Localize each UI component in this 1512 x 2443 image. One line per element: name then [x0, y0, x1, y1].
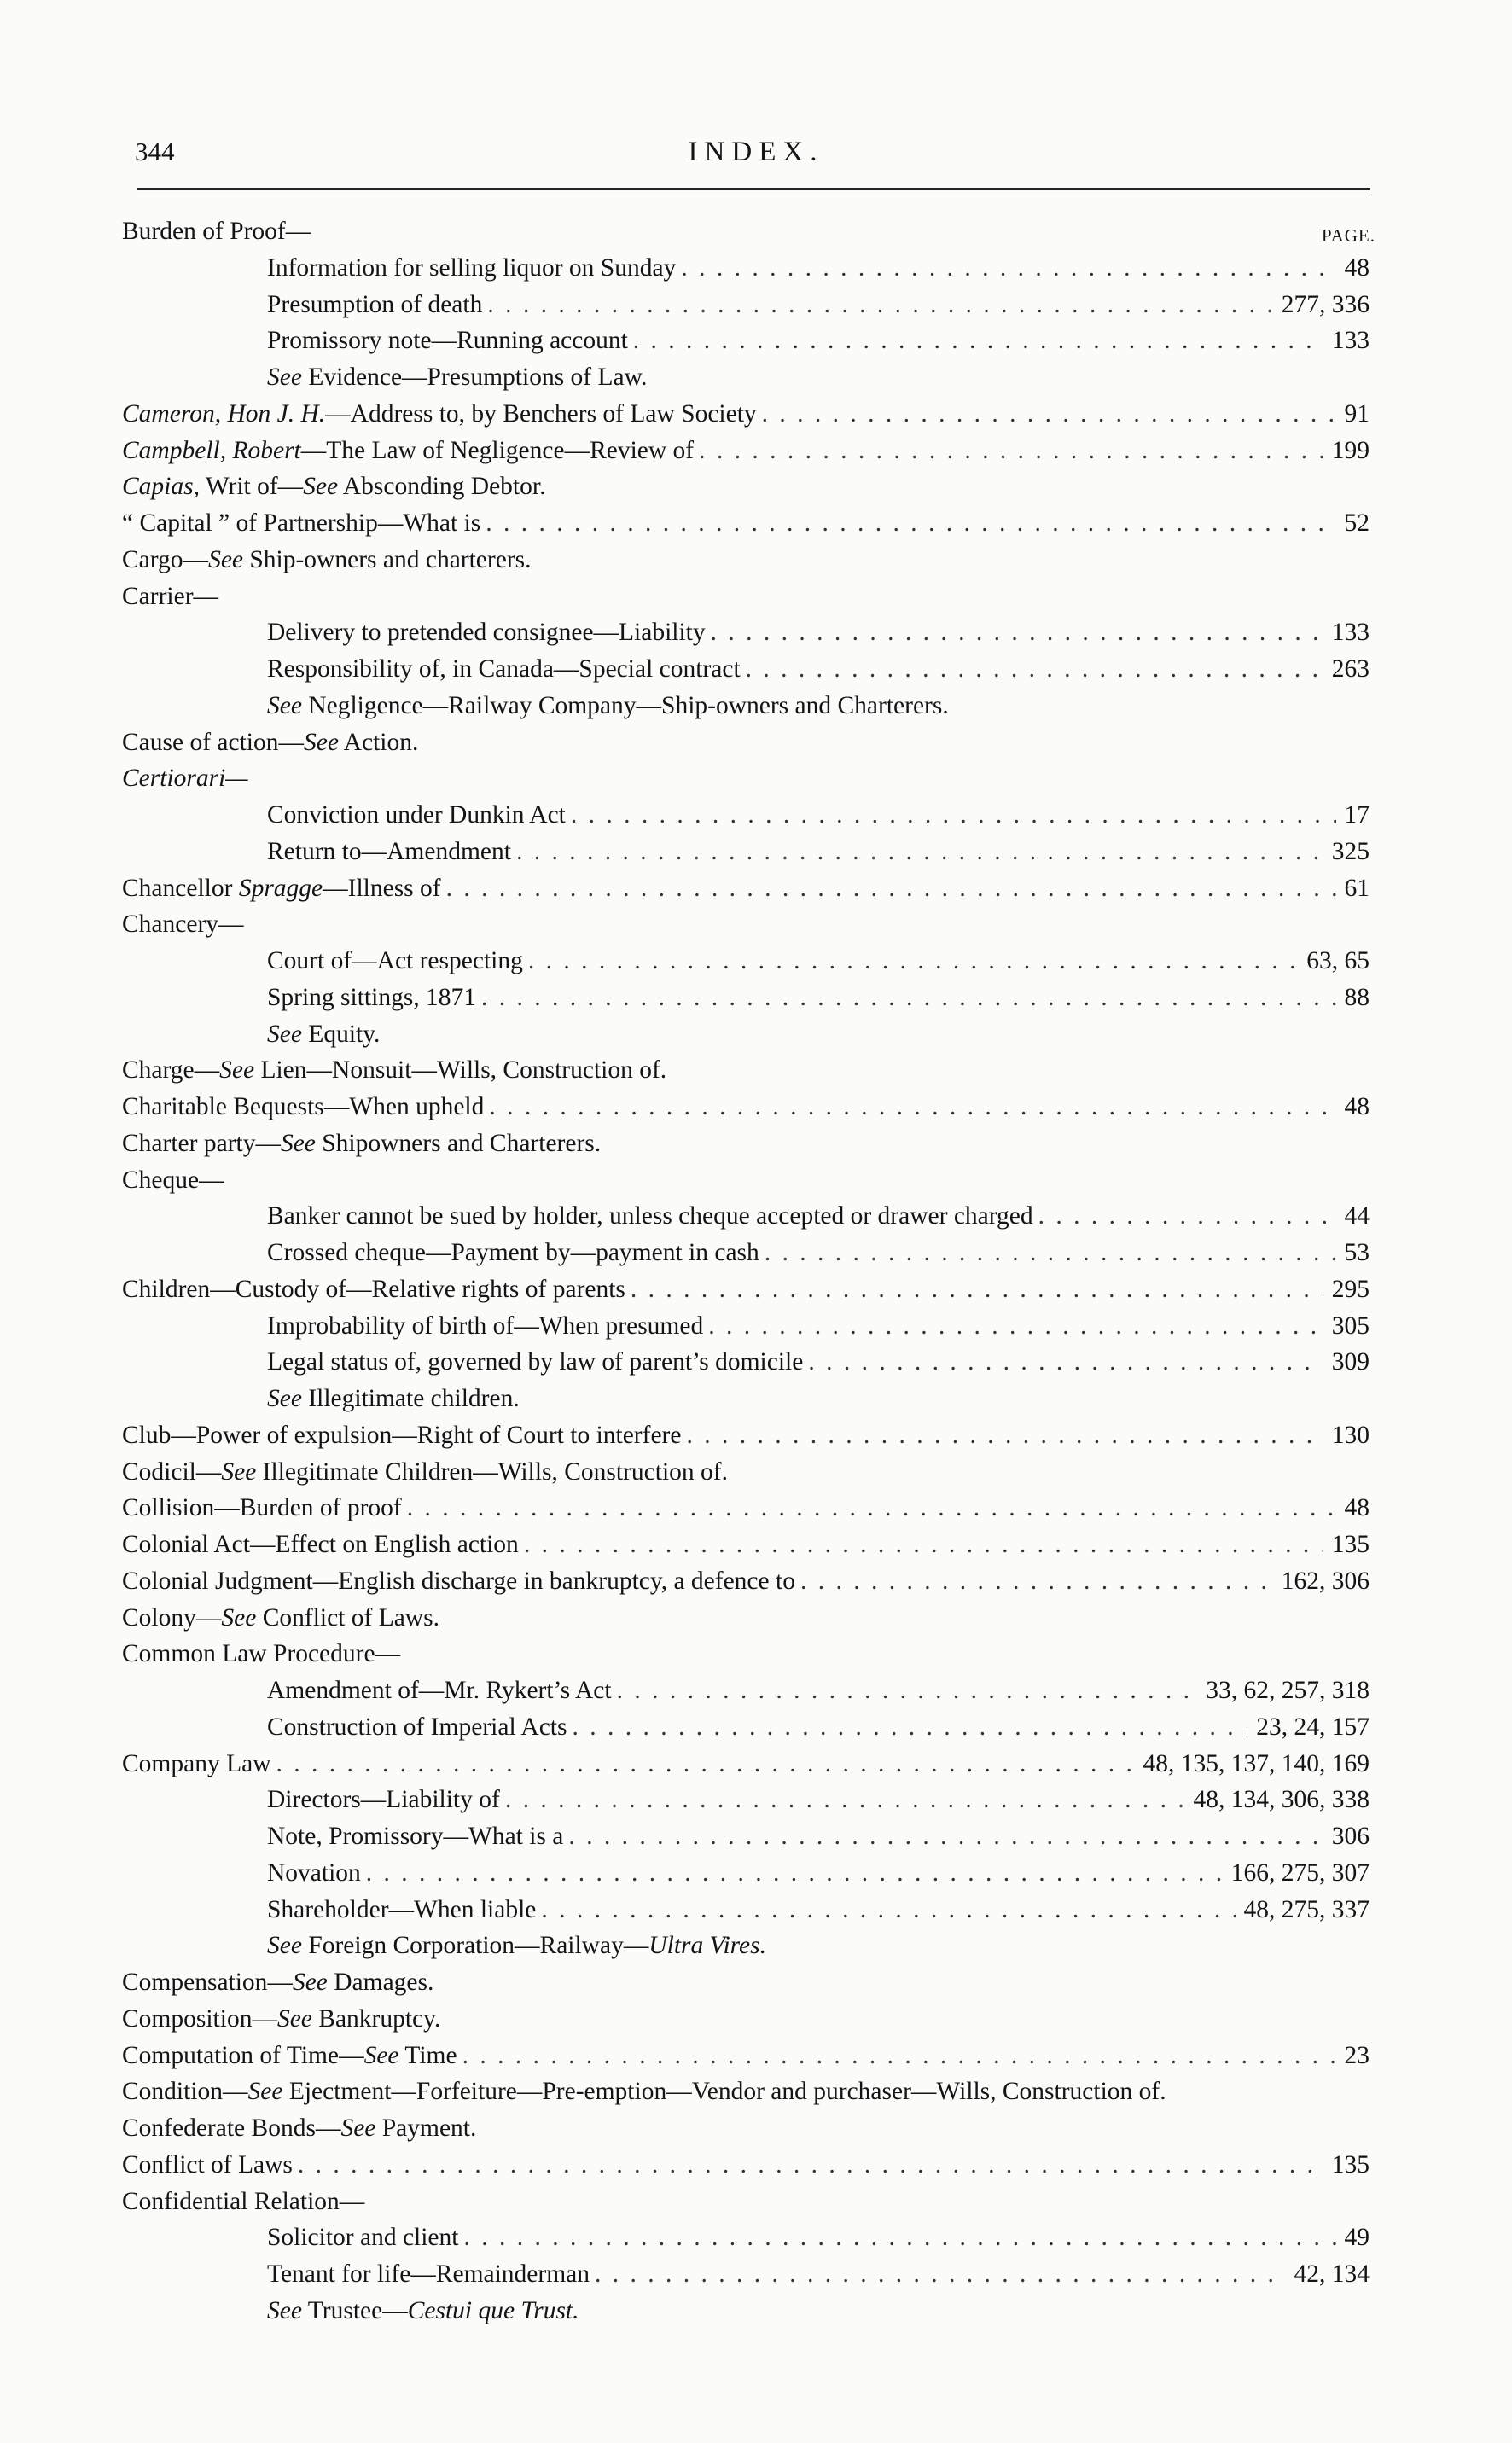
- index-subentry: [122, 323, 1370, 359]
- index-subentry: [122, 1235, 1370, 1271]
- index-subentry: [122, 797, 1370, 834]
- page-reference: 48: [1344, 1494, 1370, 1522]
- entry-text-segment: Court of—Act respecting: [267, 947, 523, 974]
- index-subentry: [122, 1198, 1370, 1235]
- index-subentry: [122, 980, 1370, 1016]
- entry-text-segment: Bankruptcy.: [311, 2004, 441, 2033]
- index-subentry: [122, 2219, 1370, 2256]
- leader-dots: [366, 1855, 1223, 1892]
- index-entry: [122, 1746, 1370, 1783]
- index-entry: [122, 433, 1370, 469]
- index-subentry: [122, 359, 1370, 396]
- index-entry: [122, 2038, 1370, 2074]
- entry-text-segment: Improbability of birth of—When presumed: [267, 1312, 704, 1340]
- index-subentry: [122, 1855, 1370, 1892]
- page-reference: 23: [1344, 2041, 1370, 2069]
- index-entry: [122, 1052, 1370, 1089]
- entry-text: [122, 1162, 224, 1199]
- entry-text-segment: Condition—: [122, 2078, 248, 2106]
- entry-text-segment: Novation: [267, 1858, 361, 1887]
- entry-text: [122, 760, 248, 797]
- leader-dots: [746, 651, 1323, 688]
- index-entry: [122, 2184, 1370, 2220]
- entry-text-italic: See: [247, 2078, 283, 2106]
- entry-text-italic: See: [280, 1129, 316, 1157]
- entry-text-segment: Confederate Bonds—: [122, 2114, 341, 2142]
- index-entry: [122, 1563, 1370, 1600]
- leader-dots: [711, 614, 1323, 651]
- entry-text: [122, 2110, 476, 2147]
- index-subentry: [122, 1818, 1370, 1855]
- entry-text: [122, 1964, 433, 2001]
- entry-text-italic: Campbell, Robert: [122, 436, 301, 464]
- leader-dots: [276, 1746, 1135, 1783]
- page-number: 344: [135, 137, 175, 166]
- entry-text: [267, 1672, 612, 1709]
- page-reference: 48, 135, 137, 140, 169: [1143, 1749, 1370, 1777]
- index-subentry: [122, 1928, 1370, 1964]
- entry-text: [267, 1782, 500, 1818]
- page-reference: 44: [1344, 1202, 1370, 1230]
- index-subentry: [122, 1308, 1370, 1345]
- entry-text: [122, 1271, 625, 1308]
- index-entry: [122, 2074, 1370, 2110]
- entry-text-segment: Conflict of Laws: [122, 2150, 293, 2178]
- entry-text-segment: Equity.: [301, 1020, 381, 1048]
- entry-text-segment: Evidence—Presumptions of Law.: [301, 364, 648, 391]
- entry-text-segment: Conflict of Laws.: [256, 1603, 439, 1632]
- page-reference: 135: [1331, 1531, 1370, 1558]
- entry-text: [267, 1344, 803, 1381]
- entry-text-italic: Cameron, Hon J. H.: [122, 399, 326, 428]
- page-reference: 48: [1344, 1093, 1370, 1120]
- entry-text: [122, 1052, 666, 1089]
- index-subentry: [122, 943, 1370, 980]
- leader-dots: [808, 1344, 1323, 1381]
- entry-text-italic: See: [276, 2004, 312, 2033]
- entry-text: [122, 1600, 439, 1637]
- index-entry: [122, 468, 1370, 505]
- entry-text-segment: Lien—Nonsuit—Wills, Construction of.: [254, 1056, 667, 1085]
- entry-text-italic: See: [208, 545, 243, 573]
- entry-text-segment: Promissory note—Running account: [267, 327, 628, 355]
- entry-text-italic: See: [267, 1932, 302, 1960]
- entry-text: [122, 542, 532, 579]
- index-entries: [122, 213, 1370, 2330]
- leader-dots: [462, 2038, 1336, 2074]
- entry-text-segment: Crossed cheque—Payment by—payment in cash: [267, 1239, 759, 1266]
- entry-text-italic: See: [363, 2041, 399, 2069]
- entry-text: [267, 1308, 703, 1345]
- entry-text-segment: Illegitimate Children—Wills, Construction of.: [256, 1457, 728, 1486]
- page-reference: 199: [1331, 436, 1370, 464]
- entry-text-segment: Presumption of death: [267, 290, 483, 318]
- entry-text-segment: Codicil—: [122, 1457, 222, 1486]
- entry-text: [122, 213, 311, 250]
- entry-text: [267, 2293, 579, 2330]
- index-entry: [122, 542, 1370, 579]
- entry-text-segment: Amendment of—Mr. Rykert’s Act: [267, 1677, 612, 1704]
- index-entry: [122, 1162, 1370, 1199]
- entry-text-segment: Computation of Time—: [122, 2041, 364, 2069]
- entry-text: [122, 1126, 601, 1162]
- page-column-label: PAGE.: [1321, 225, 1375, 246]
- entry-text: [267, 943, 523, 980]
- entry-text-italic: Ultra Vires.: [648, 1932, 766, 1960]
- entry-text: [122, 433, 694, 469]
- index-subentry: [122, 688, 1370, 724]
- entry-text-italic: See: [267, 364, 302, 391]
- entry-text: [122, 468, 545, 505]
- index-subentry: [122, 1672, 1370, 1709]
- index-subentry: [122, 287, 1370, 323]
- entry-text: [122, 1563, 795, 1600]
- index-entry: [122, 2110, 1370, 2147]
- entry-text-italic: See: [340, 2114, 376, 2142]
- entry-text-segment: Charter party—: [122, 1129, 281, 1157]
- leader-dots: [762, 396, 1336, 433]
- entry-text-segment: Construction of Imperial Acts: [267, 1713, 567, 1741]
- entry-text-segment: Damages.: [327, 1969, 434, 1996]
- entry-text: [122, 1490, 402, 1527]
- index-entry: [122, 724, 1370, 761]
- entry-text-segment: —Illness of: [323, 874, 441, 902]
- leader-dots: [463, 2219, 1335, 2256]
- page-reference: 309: [1331, 1348, 1370, 1376]
- index-entry: [122, 213, 1370, 250]
- leader-dots: [481, 980, 1335, 1016]
- page-reference: 53: [1344, 1239, 1370, 1266]
- entry-text-segment: Colonial Act—Effect on English action: [122, 1531, 519, 1558]
- entry-text: [122, 579, 218, 615]
- index-entry: [122, 2001, 1370, 2038]
- entry-text: [122, 1527, 519, 1563]
- entry-text-segment: —The Law of Negligence—Review of: [300, 436, 695, 464]
- index-subentry: [122, 651, 1370, 688]
- entry-text: [122, 1089, 484, 1126]
- entry-text-segment: Cargo—: [122, 545, 209, 573]
- leader-dots: [489, 1089, 1335, 1126]
- entry-text-segment: Absconding Debtor.: [338, 473, 546, 501]
- index-entry: [122, 2147, 1370, 2184]
- page-reference: 52: [1344, 509, 1370, 537]
- entry-text-segment: Tenant for life—Remainderman: [267, 2260, 590, 2288]
- entry-text-segment: Common Law Procedure—: [122, 1640, 401, 1668]
- leader-dots: [708, 1308, 1323, 1345]
- leader-dots: [572, 1709, 1247, 1746]
- entry-text-segment: Cheque—: [122, 1166, 224, 1194]
- entry-text-segment: Illegitimate children.: [301, 1385, 520, 1412]
- leader-dots: [446, 870, 1336, 907]
- page-reference: 325: [1331, 837, 1370, 865]
- page-reference: 48: [1344, 253, 1370, 282]
- entry-text-segment: Shipowners and Charterers.: [315, 1129, 602, 1157]
- index-entry: [122, 1417, 1370, 1454]
- entry-text: [122, 2038, 457, 2074]
- index-entry: [122, 1600, 1370, 1637]
- leader-dots: [631, 1271, 1323, 1308]
- entry-text: [267, 688, 949, 724]
- entry-text: [267, 797, 566, 834]
- entry-text: [122, 724, 418, 761]
- index-subentry: [122, 1381, 1370, 1417]
- page-reference: 263: [1331, 655, 1370, 683]
- index-subentry: [122, 834, 1370, 870]
- page-reference: 42, 134: [1294, 2260, 1370, 2288]
- entry-text-segment: Trustee—: [301, 2296, 408, 2324]
- page-reference: 306: [1331, 1823, 1370, 1850]
- entry-text-segment: Foreign Corporation—Railway—: [301, 1932, 649, 1960]
- leader-dots: [686, 1417, 1323, 1454]
- leader-dots: [800, 1563, 1273, 1600]
- entry-text-segment: “ Capital ” of Partnership—What is: [122, 509, 481, 537]
- entry-text-segment: Ship-owners and charterers.: [243, 545, 532, 573]
- index-subentry: [122, 1892, 1370, 1928]
- entry-text: [122, 2147, 293, 2184]
- entry-text-segment: Time: [398, 2041, 457, 2069]
- index-subentry: [122, 1016, 1370, 1053]
- entry-text-segment: Directors—Liability of: [267, 1786, 500, 1814]
- entry-text: [122, 906, 244, 943]
- leader-dots: [568, 1818, 1323, 1855]
- leader-dots: [524, 1527, 1323, 1563]
- entry-text-segment: Children—Custody of—Relative rights of parents: [122, 1275, 625, 1303]
- leader-dots: [516, 834, 1323, 870]
- index-entry: [122, 1454, 1370, 1491]
- leader-dots: [298, 2147, 1323, 2184]
- leader-dots: [633, 323, 1323, 359]
- index-entry: [122, 1490, 1370, 1527]
- index-entry: [122, 760, 1370, 797]
- index-entry: [122, 1271, 1370, 1308]
- entry-text-segment: Composition—: [122, 2004, 277, 2033]
- entry-text-segment: Writ of—: [199, 473, 304, 501]
- entry-text: [267, 1928, 766, 1964]
- entry-text-segment: Company Law: [122, 1749, 271, 1777]
- page-reference: 305: [1331, 1312, 1370, 1340]
- entry-text: [267, 1016, 380, 1053]
- page-reference: 88: [1344, 983, 1370, 1011]
- leader-dots: [617, 1672, 1198, 1709]
- page-reference: 133: [1331, 619, 1370, 647]
- leader-dots: [1038, 1198, 1336, 1235]
- leader-dots: [571, 797, 1336, 834]
- entry-text-segment: Payment.: [375, 2114, 477, 2142]
- page-reference: 162, 306: [1281, 1567, 1370, 1595]
- leader-dots: [595, 2256, 1285, 2293]
- page-reference: 48, 134, 306, 338: [1193, 1786, 1370, 1814]
- entry-text-segment: Chancery—: [122, 910, 244, 939]
- leader-dots: [505, 1782, 1185, 1818]
- entry-text-segment: Charge—: [122, 1056, 220, 1085]
- page-reference: 33, 62, 257, 318: [1206, 1677, 1370, 1704]
- entry-text: [267, 250, 676, 287]
- header-rule-thick: [137, 188, 1370, 190]
- index-subentry: [122, 1709, 1370, 1746]
- entry-text-segment: Confidential Relation—: [122, 2187, 365, 2215]
- index-subentry: [122, 250, 1370, 287]
- page-reference: 135: [1331, 2150, 1370, 2178]
- entry-text: [267, 1892, 536, 1928]
- leader-dots: [487, 287, 1272, 323]
- entry-text-italic: See: [221, 1603, 257, 1632]
- entry-text-segment: Collision—Burden of proof: [122, 1494, 402, 1522]
- page-reference: 49: [1344, 2224, 1370, 2252]
- entry-text-italic: See: [219, 1056, 255, 1085]
- entry-text-italic: See: [292, 1969, 328, 1996]
- entry-text: [267, 1198, 1033, 1235]
- entry-text-italic: See: [267, 691, 302, 719]
- index-entry: [122, 1126, 1370, 1162]
- entry-text-italic: Spragge: [238, 874, 323, 902]
- index-entry: [122, 396, 1370, 433]
- entry-text-italic: Cestui que Trust.: [407, 2296, 579, 2324]
- entry-text-segment: Burden of Proof—: [122, 218, 311, 245]
- entry-text: [122, 2184, 364, 2220]
- entry-text-segment: Return to—Amendment: [267, 837, 511, 865]
- leader-dots: [541, 1892, 1235, 1928]
- entry-text: [267, 651, 741, 688]
- entry-text-italic: See: [303, 473, 339, 501]
- entry-text-segment: Note, Promissory—What is a: [267, 1823, 564, 1850]
- index-subentry: [122, 1344, 1370, 1381]
- entry-text: [122, 2001, 440, 2038]
- entry-text: [267, 980, 476, 1016]
- entry-text: [122, 1417, 681, 1454]
- entry-text: [267, 2219, 458, 2256]
- entry-text: [267, 1709, 567, 1746]
- entry-text-italic: See: [221, 1457, 257, 1486]
- entry-text-segment: Club—Power of expulsion—Right of Court to interfere: [122, 1421, 682, 1449]
- page-reference: 277, 336: [1281, 290, 1370, 318]
- leader-dots: [681, 250, 1335, 287]
- index-entry: [122, 906, 1370, 943]
- entry-text-segment: Ejectment—Forfeiture—Pre-emption—Vendor and purchaser—Wills, Construction of.: [282, 2078, 1166, 2106]
- entry-text-segment: Carrier—: [122, 582, 219, 610]
- page-reference: 295: [1331, 1275, 1370, 1303]
- entry-text-segment: Chancellor: [122, 874, 239, 902]
- entry-text-segment: Shareholder—When liable: [267, 1895, 537, 1923]
- entry-text-segment: Colonial Judgment—English discharge in bankruptcy, a defence to: [122, 1567, 795, 1595]
- page-reference: 130: [1331, 1421, 1370, 1449]
- entry-text-segment: Legal status of, governed by law of parent’s domicile: [267, 1348, 804, 1376]
- entry-text-segment: Action.: [338, 728, 419, 756]
- entry-text: [122, 870, 441, 907]
- index-subentry: [122, 2256, 1370, 2293]
- page-reference: 17: [1344, 801, 1370, 829]
- index-entry: [122, 1636, 1370, 1672]
- entry-text: [267, 1235, 759, 1271]
- page-reference: 91: [1344, 399, 1370, 428]
- entry-text: [122, 505, 480, 542]
- entry-text-italic: Capias,: [122, 473, 200, 501]
- entry-text-segment: Delivery to pretended consignee—Liability: [267, 619, 706, 647]
- entry-text: [267, 2256, 590, 2293]
- page-title: INDEX.: [688, 137, 824, 167]
- entry-text: [122, 1746, 271, 1783]
- entry-text-segment: Responsibility of, in Canada—Special contract: [267, 655, 741, 683]
- entry-text: [267, 287, 482, 323]
- entry-text: [267, 1381, 520, 1417]
- entry-text-segment: Conviction under Dunkin Act: [267, 801, 566, 829]
- entry-text-segment: —Address to, by Benchers of Law Society: [325, 399, 757, 428]
- entry-text-segment: Spring sittings, 1871: [267, 983, 477, 1011]
- page-reference: 61: [1344, 874, 1370, 902]
- entry-text: [267, 359, 647, 396]
- entry-text: [267, 614, 706, 651]
- leader-dots: [407, 1490, 1336, 1527]
- entry-text-segment: Negligence—Railway Company—Ship-owners and Charterers.: [301, 691, 949, 719]
- entry-text-segment: Charitable Bequests—When upheld: [122, 1093, 485, 1120]
- page-reference: 133: [1331, 327, 1370, 355]
- page-reference: 63, 65: [1306, 947, 1370, 974]
- index-subentry: [122, 1782, 1370, 1818]
- index-entry: [122, 579, 1370, 615]
- index-entry: [122, 1964, 1370, 2001]
- page-reference: 48, 275, 337: [1243, 1895, 1370, 1923]
- entry-text-segment: Banker cannot be sued by holder, unless cheque accepted or drawer charged: [267, 1202, 1033, 1230]
- entry-text: [267, 1818, 563, 1855]
- entry-text-italic: See: [267, 1020, 302, 1048]
- entry-text-italic: See: [267, 2296, 302, 2324]
- entry-text: [267, 1855, 361, 1892]
- entry-text-segment: Colony—: [122, 1603, 222, 1632]
- entry-text-segment: Cause of action—: [122, 728, 304, 756]
- entry-text-italic: Certiorari—: [122, 765, 248, 793]
- page-reference: 166, 275, 307: [1230, 1858, 1370, 1887]
- leader-dots: [528, 943, 1298, 980]
- entry-text: [267, 323, 628, 359]
- index-entry: [122, 870, 1370, 907]
- leader-dots: [486, 505, 1335, 542]
- entry-text-segment: Solicitor and client: [267, 2224, 459, 2252]
- entry-text-italic: See: [267, 1385, 302, 1412]
- entry-text-segment: Compensation—: [122, 1969, 293, 1996]
- entry-text: [122, 1454, 728, 1491]
- index-subentry: [122, 614, 1370, 651]
- index-entry: [122, 505, 1370, 542]
- entry-text: [122, 396, 757, 433]
- page-reference: 23, 24, 157: [1256, 1713, 1370, 1741]
- entry-text: [122, 1636, 400, 1672]
- leader-dots: [699, 433, 1323, 469]
- index-entry: [122, 1527, 1370, 1563]
- entry-text-segment: Information for selling liquor on Sunday: [267, 253, 677, 282]
- index-subentry: [122, 2293, 1370, 2330]
- entry-text-italic: See: [304, 728, 339, 756]
- index-entry: [122, 1089, 1370, 1126]
- leader-dots: [765, 1235, 1336, 1271]
- entry-text: [267, 834, 511, 870]
- entry-text: [122, 2074, 1166, 2110]
